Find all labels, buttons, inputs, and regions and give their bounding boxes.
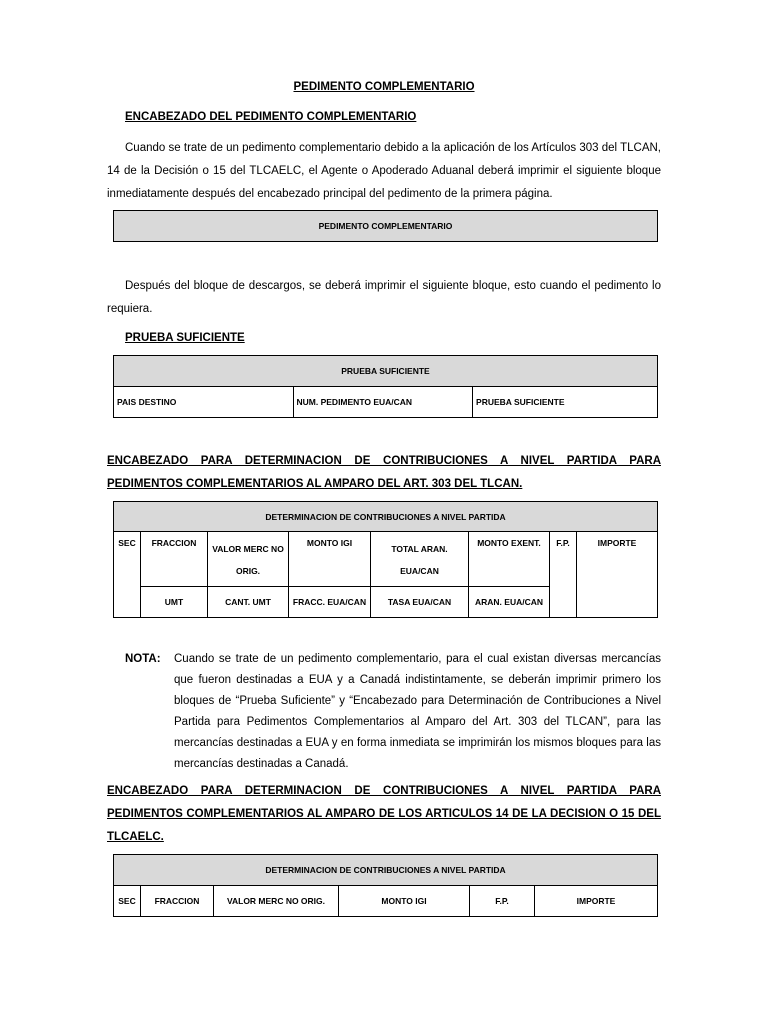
col-monto-igi: MONTO IGI <box>339 886 470 917</box>
col-fp: F.P. <box>550 532 577 618</box>
col-sec: SEC <box>114 532 141 618</box>
determinacion-14-table <box>113 854 658 917</box>
determinacion-303-table <box>113 501 658 618</box>
paragraph-descargos: Después del bloque de descargos, se deberá imprimir el siguiente bloque, esto cuando el pedimento lo requiera. <box>107 280 661 315</box>
col-valor-merc <box>208 532 289 587</box>
section-heading-prueba: PRUEBA SUFICIENTE <box>125 332 245 344</box>
section-heading-encabezado: ENCABEZADO DEL PEDIMENTO COMPLEMENTARIO <box>125 111 417 123</box>
col-aran-eua-can: ARAN. EUA/CAN <box>469 587 550 618</box>
pedimento-complementario-box <box>113 210 658 242</box>
col-sec: SEC <box>114 886 141 917</box>
section-heading-14-line1: ENCABEZADO PARA DETERMINACION DE CONTRIBUCIONES A NIVEL PARTIDA PARA <box>107 785 661 797</box>
col-total-aran-line2: EUA/CAN <box>400 566 439 576</box>
prueba-suficiente-table <box>113 355 658 418</box>
col-total-aran <box>371 532 469 587</box>
nota-label: NOTA: <box>125 653 161 665</box>
box-label: PEDIMENTO COMPLEMENTARIO <box>114 211 658 242</box>
cell-pais-destino: PAIS DESTINO <box>114 387 294 418</box>
col-fp: F.P. <box>470 886 535 917</box>
section-heading-14-line3: TLCAELC. <box>107 831 164 843</box>
col-cant-umt: CANT. UMT <box>208 587 289 618</box>
col-fracc-eua-can: FRACC. EUA/CAN <box>289 587 371 618</box>
section-heading-303-line2: PEDIMENTOS COMPLEMENTARIOS AL AMPARO DEL ART. 303 DEL TLCAN. <box>107 478 523 490</box>
col-importe: IMPORTE <box>535 886 658 917</box>
section-heading-303-line1: ENCABEZADO PARA DETERMINACION DE CONTRIBUCIONES A NIVEL PARTIDA PARA <box>107 455 661 467</box>
table-header: DETERMINACION DE CONTRIBUCIONES A NIVEL PARTIDA <box>114 855 658 886</box>
col-importe: IMPORTE <box>577 532 658 618</box>
section-heading-14-line2: PEDIMENTOS COMPLEMENTARIOS AL AMPARO DE LOS ARTICULOS 14 DE LA DECISION O 15 DEL <box>107 808 661 820</box>
col-fraccion: FRACCION <box>141 886 214 917</box>
col-tasa-eua-can: TASA EUA/CAN <box>371 587 469 618</box>
col-valor-merc: VALOR MERC NO ORIG. <box>214 886 339 917</box>
cell-prueba-suficiente: PRUEBA SUFICIENTE <box>473 387 658 418</box>
page-title: PEDIMENTO COMPLEMENTARIO <box>293 81 475 93</box>
col-valor-merc-line2: ORIG. <box>235 566 261 576</box>
col-umt: UMT <box>141 587 208 618</box>
col-valor-merc-line1: VALOR MERC NO <box>212 544 284 554</box>
table-header: DETERMINACION DE CONTRIBUCIONES A NIVEL PARTIDA <box>114 502 658 532</box>
col-monto-exent: MONTO EXENT. <box>469 532 550 587</box>
table-header: PRUEBA SUFICIENTE <box>114 356 658 387</box>
col-fraccion: FRACCION <box>141 532 208 587</box>
cell-num-pedimento: NUM. PEDIMENTO EUA/CAN <box>293 387 473 418</box>
nota-text: Cuando se trate de un pedimento complementario, para el cual existan diversas mercancías que fueron destinadas a EUA y a Canadá indistintamente, se deberán imprimir primero los bloques de “Prueba Suficiente” y “Encabezado para Determinación de Contribuciones a Nivel Partida para Pedimentos Complementarios al Amparo del Art. 303 del TLCAN”, para las mercancías destinadas a EUA y en forma inmediata se imprimirán los mismos bloques para las mercancías destinadas a Canadá. <box>174 653 661 770</box>
col-monto-igi: MONTO IGI <box>289 532 371 587</box>
col-total-aran-line1: TOTAL ARAN. <box>391 544 448 554</box>
paragraph-intro: Cuando se trate de un pedimento complementario debido a la aplicación de los Artículos 303 del TLCAN, 14 de la Decisión o 15 del TLCAELC, el Agente o Apoderado Aduanal deberá imprimir el siguiente bloque inmediatamente después del encabezado principal del pedimento de la primera página. <box>107 142 661 200</box>
